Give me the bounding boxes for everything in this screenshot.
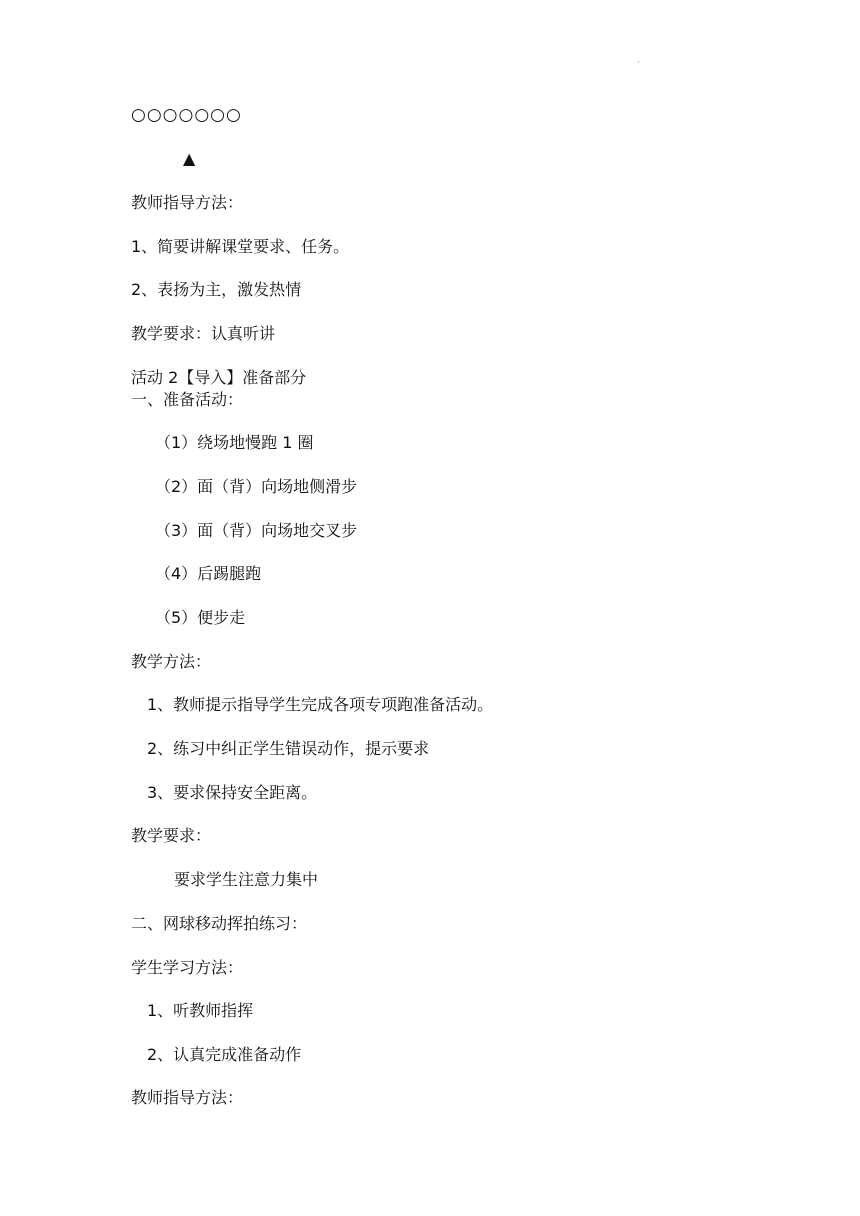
corner-mark: · [637,58,640,67]
warmup-item-3: （3）面（背）向场地交叉步 [155,521,358,540]
formation-circles: ○○○○○○○ [131,105,242,125]
teaching-requirement-heading: 教学要求： [131,826,212,845]
teacher-guidance-heading: 教师指导方法： [131,193,244,212]
teaching-requirement: 教学要求：认真听讲 [131,324,276,343]
method-item-3: 3、要求保持安全距离。 [147,783,318,802]
method-item-1: 1、教师提示指导学生完成各项专项跑准备活动。 [147,695,494,714]
student-method-heading: 学生学习方法： [131,958,244,977]
warmup-item-4: （4）后踢腿跑 [155,564,262,583]
tennis-swing-heading: 二、网球移动挥拍练习： [131,914,308,933]
teaching-method-heading: 教学方法： [131,652,212,671]
teaching-requirement-detail: 要求学生注意力集中 [174,870,319,889]
warmup-item-2: （2）面（背）向场地侧滑步 [155,477,358,496]
guidance-item-2: 2、表扬为主，激发热情 [131,280,302,299]
student-method-item-1: 1、听教师指挥 [147,1001,254,1020]
warmup-heading: 一、准备活动： [131,390,244,409]
warmup-item-1: （1）绕场地慢跑 1 圈 [155,433,314,452]
method-item-2: 2、练习中纠正学生错误动作，提示要求 [147,739,430,758]
student-method-item-2: 2、认真完成准备动作 [147,1045,302,1064]
activity-2-heading: 活动 2【导入】准备部分 [131,368,307,387]
teacher-guidance-heading-2: 教师指导方法： [131,1088,244,1107]
warmup-item-5: （5）便步走 [155,608,246,627]
teacher-triangle-marker: ▲ [183,149,196,168]
guidance-item-1: 1、简要讲解课堂要求、任务。 [131,237,350,256]
